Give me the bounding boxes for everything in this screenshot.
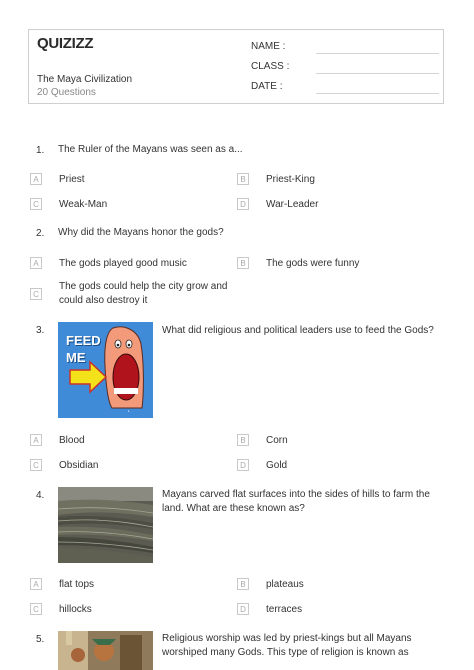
option-text: The gods were funny <box>266 258 360 269</box>
feed-me-image <box>58 322 153 418</box>
question-number: 2. <box>36 228 45 239</box>
question-text-line1: Religious worship was led by priest-kings but all Mayans <box>162 633 412 644</box>
option-text: hillocks <box>59 604 92 615</box>
option-letter-box: D <box>237 198 249 210</box>
option-letter-box: C <box>30 288 42 300</box>
option-letter-box: B <box>237 173 249 185</box>
question-number: 3. <box>36 325 45 336</box>
option-text: Obsidian <box>59 460 99 471</box>
name-line <box>316 53 439 54</box>
question-number: 1. <box>36 145 45 156</box>
mayan-worship-image <box>58 631 153 670</box>
option-letter-box: B <box>237 578 249 590</box>
quizizz-logo: QUIZIZZ <box>37 35 94 52</box>
option-text: Priest-King <box>266 174 315 185</box>
question-number: 4. <box>36 490 45 501</box>
option-text: War-Leader <box>266 199 319 210</box>
feed-me-caption: FEED ME <box>66 333 101 365</box>
date-label: DATE : <box>251 81 283 92</box>
option-letter-box: A <box>30 173 42 185</box>
question-text: What did religious and political leaders use to feed the Gods? <box>162 325 434 336</box>
option-text: flat tops <box>59 579 95 590</box>
option-text: plateaus <box>266 579 304 590</box>
question-text: Why did the Mayans honor the gods? <box>58 227 224 238</box>
option-letter-box: D <box>237 603 249 615</box>
option-letter-box: A <box>30 434 42 446</box>
terraces-photo <box>58 487 153 563</box>
date-field[interactable] <box>251 81 282 92</box>
option-text: Gold <box>266 460 288 471</box>
question-text-line2: worshiped many Gods. This type of religion is known as <box>162 647 409 658</box>
question-text-line2: land. What are these known as? <box>162 503 305 514</box>
question-text-line1: Mayans carved flat surfaces into the sides of hills to farm the <box>162 489 430 500</box>
class-field[interactable] <box>251 61 289 72</box>
terraces-image <box>58 487 153 563</box>
date-line <box>316 93 439 94</box>
class-line <box>316 73 439 74</box>
svg-text:ʟ: ʟ <box>128 408 130 413</box>
option-text: The gods played good music <box>59 258 187 269</box>
worksheet-header <box>28 29 444 104</box>
option-text: terraces <box>266 604 303 615</box>
question-count: 20 Questions <box>37 87 96 98</box>
option-letter-box: B <box>237 257 249 269</box>
option-letter-box: C <box>30 459 42 471</box>
question-number: 5. <box>36 634 45 645</box>
option-letter-box: D <box>237 459 249 471</box>
option-letter-box: B <box>237 434 249 446</box>
option-letter-box: A <box>30 257 42 269</box>
question-text: The Ruler of the Mayans was seen as a... <box>58 144 243 155</box>
option-letter-box: C <box>30 603 42 615</box>
worksheet-title: The Maya Civilization <box>37 74 133 85</box>
name-field[interactable] <box>251 41 285 52</box>
option-letter-box: A <box>30 578 42 590</box>
option-text: Corn <box>266 435 288 446</box>
mayan-worship-illustration <box>58 631 153 670</box>
option-text-line1: The gods could help the city grow and <box>59 281 228 292</box>
option-letter-box: C <box>30 198 42 210</box>
option-text: Blood <box>59 435 85 446</box>
option-text-line2: could also destroy it <box>59 295 148 306</box>
option-text: Weak-Man <box>59 199 108 210</box>
class-label: CLASS : <box>251 61 290 72</box>
option-text: Priest <box>59 174 85 185</box>
name-label: NAME : <box>251 41 286 52</box>
